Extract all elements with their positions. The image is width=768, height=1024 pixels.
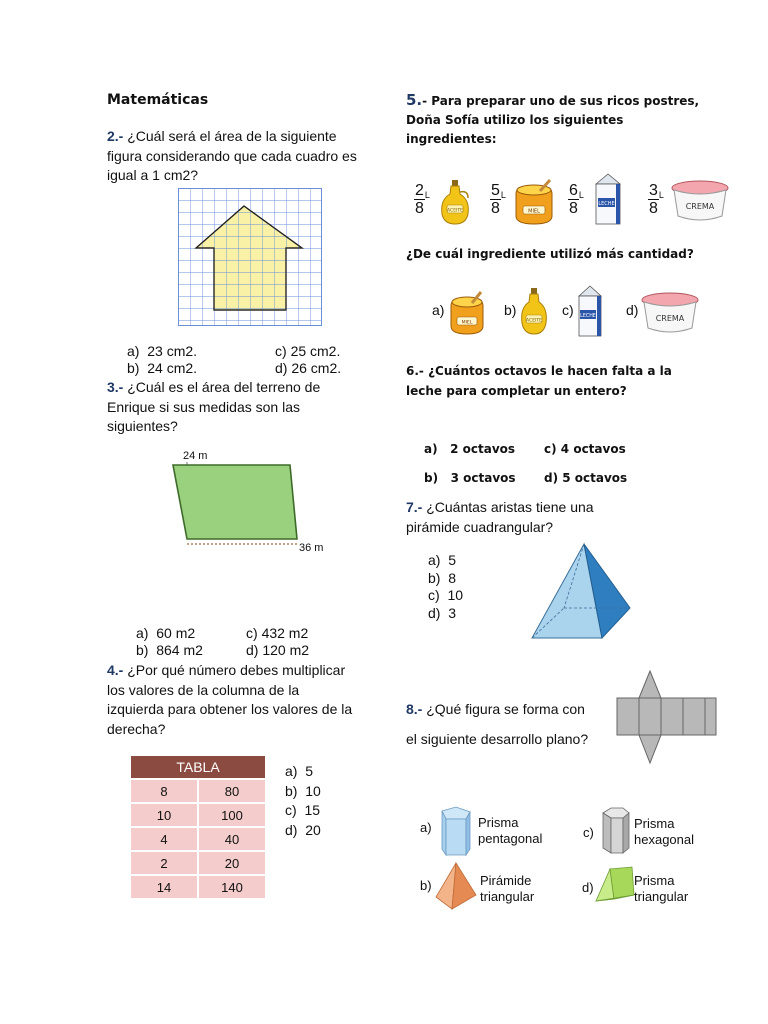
table-row bbox=[131, 876, 265, 898]
question-6-text-line: leche para completar un entero? bbox=[406, 384, 627, 398]
option-text: 10 bbox=[305, 782, 321, 799]
option-letter: c) bbox=[246, 625, 258, 641]
triangular-prism-icon[interactable] bbox=[592, 863, 636, 909]
option[interactable] bbox=[428, 587, 463, 605]
option-letter: b) bbox=[428, 569, 441, 586]
cream-tub-icon bbox=[670, 178, 730, 224]
option[interactable] bbox=[428, 570, 463, 588]
option[interactable] bbox=[246, 625, 308, 642]
fraction-unit: L bbox=[578, 190, 584, 200]
option-letter: c) bbox=[544, 442, 557, 456]
option-text: 432 m2 bbox=[261, 625, 309, 641]
option-label-line: Prisma bbox=[634, 873, 675, 888]
option-text: 60 m2 bbox=[156, 625, 196, 641]
milk-carton-icon[interactable] bbox=[575, 284, 605, 338]
table-row bbox=[131, 780, 265, 802]
option-letter: d) bbox=[428, 604, 441, 621]
option-letter: d) bbox=[246, 642, 259, 658]
option-label bbox=[480, 873, 534, 905]
option-label-line: triangular bbox=[634, 889, 689, 904]
pentagonal-prism-icon[interactable] bbox=[434, 805, 474, 859]
triangular-prism-net-figure bbox=[614, 667, 720, 769]
fraction-denominator: 8 bbox=[569, 200, 578, 217]
question-3-number: 3.- bbox=[107, 379, 124, 395]
question-7 bbox=[406, 498, 621, 537]
option-letter[interactable]: c) bbox=[562, 302, 574, 318]
question-8 bbox=[406, 700, 588, 749]
question-4-text: ¿Por qué número debes multiplicar los valores de la columna de la izquierda para obtener los valores de la derecha? bbox=[107, 662, 353, 737]
option-label-line: pentagonal bbox=[478, 831, 543, 846]
fraction-honey bbox=[490, 182, 506, 217]
honey-label: MIEL bbox=[461, 320, 473, 326]
table-cell: 4 bbox=[131, 828, 197, 850]
question-7-options bbox=[428, 552, 463, 622]
option-letter[interactable]: a) bbox=[432, 302, 445, 318]
option[interactable] bbox=[424, 440, 515, 459]
top-measure-label: 24 m bbox=[183, 450, 208, 462]
question-8-text-line: ¿Qué figura se forma con bbox=[426, 701, 585, 717]
table-row bbox=[131, 852, 265, 874]
question-2-number: 2.- bbox=[107, 128, 124, 144]
option-text: 26 cm2. bbox=[291, 360, 342, 376]
option-label bbox=[634, 816, 694, 848]
question-8-text-line: el siguiente desarrollo plano? bbox=[406, 730, 589, 747]
option-letter: b) bbox=[285, 782, 298, 799]
table-cell: 8 bbox=[131, 780, 197, 802]
option[interactable] bbox=[246, 642, 309, 659]
option[interactable] bbox=[544, 469, 627, 488]
fraction-milk bbox=[568, 182, 584, 217]
milk-label: LECHE bbox=[598, 201, 615, 207]
option-text: 3 octavos bbox=[450, 471, 516, 485]
option-text: 2 octavos bbox=[450, 442, 516, 456]
option[interactable] bbox=[285, 762, 321, 782]
question-4-number: 4.- bbox=[107, 662, 124, 678]
option-text: 5 bbox=[305, 763, 314, 779]
table-header: TABLA bbox=[131, 756, 265, 778]
option-text: 20 bbox=[305, 821, 321, 838]
bottom-measure-label: 36 m bbox=[299, 542, 324, 554]
option[interactable] bbox=[136, 625, 195, 642]
fraction-denominator: 8 bbox=[491, 200, 500, 217]
option-letter: c) bbox=[275, 343, 287, 359]
option-letter: a) bbox=[424, 442, 438, 456]
option-letter: c) bbox=[428, 587, 440, 603]
fraction-oil bbox=[414, 182, 430, 217]
option-text: 8 bbox=[448, 569, 457, 586]
option[interactable] bbox=[544, 440, 626, 459]
table-cell: 40 bbox=[199, 828, 265, 850]
option-letter: c) bbox=[285, 802, 297, 818]
table-row bbox=[131, 828, 265, 850]
option-text: 864 m2 bbox=[156, 642, 203, 658]
question-5 bbox=[406, 91, 706, 149]
fraction-numerator: 3 bbox=[649, 182, 658, 199]
table-cell: 80 bbox=[199, 780, 265, 802]
question-5-subquestion: ¿De cuál ingrediente utilizó más cantidad? bbox=[406, 247, 694, 261]
page-title: Matemáticas bbox=[107, 92, 209, 108]
question-5-text-line: ingredientes: bbox=[406, 132, 497, 146]
option-letter: b) bbox=[136, 642, 149, 658]
honey-pot-icon[interactable] bbox=[447, 290, 487, 336]
option-text: 3 bbox=[448, 604, 457, 621]
question-5-text-line: - Para preparar uno de sus ricos postres, bbox=[422, 94, 700, 108]
option[interactable] bbox=[428, 605, 463, 623]
oil-bottle-icon bbox=[438, 178, 472, 226]
fraction-denominator: 8 bbox=[415, 200, 424, 217]
option[interactable] bbox=[428, 552, 463, 570]
oil-label: ACEITE bbox=[447, 208, 463, 214]
option[interactable] bbox=[136, 642, 203, 659]
option-label-line: hexagonal bbox=[634, 832, 694, 847]
option-text: 25 cm2. bbox=[290, 343, 341, 359]
question-3 bbox=[107, 378, 357, 437]
fraction-denominator: 8 bbox=[649, 200, 658, 217]
cream-tub-icon[interactable] bbox=[640, 290, 700, 336]
option[interactable] bbox=[275, 343, 340, 360]
table-cell: 14 bbox=[131, 876, 197, 898]
question-5-options bbox=[432, 284, 732, 342]
question-6-text-line: 6.- ¿Cuántos octavos le hacen falta a la bbox=[406, 364, 672, 378]
question-7-number: 7.- bbox=[406, 499, 423, 515]
option[interactable] bbox=[127, 343, 197, 360]
house-grid-figure bbox=[178, 188, 322, 326]
table-cell: 10 bbox=[131, 804, 197, 826]
option-letter: a) bbox=[136, 625, 149, 641]
option-text: 10 bbox=[447, 587, 464, 603]
option[interactable] bbox=[424, 469, 516, 488]
option-letter: a) bbox=[428, 552, 441, 568]
question-5-number: 5. bbox=[406, 91, 423, 109]
option-letter[interactable]: a) bbox=[420, 820, 432, 835]
fraction-numerator: 2 bbox=[415, 182, 424, 199]
parallelogram-figure bbox=[165, 446, 335, 558]
option-text: 23 cm2. bbox=[147, 343, 198, 359]
option-text: 120 m2 bbox=[262, 642, 310, 658]
fraction-unit: L bbox=[500, 190, 506, 200]
question-8-options bbox=[420, 805, 720, 915]
option-label-line: Prisma bbox=[634, 816, 675, 831]
question-3-text: ¿Cuál es el área del terreno de Enrique si sus medidas son las siguientes? bbox=[107, 379, 321, 434]
table-row bbox=[131, 804, 265, 826]
option-letter[interactable]: d) bbox=[626, 302, 639, 318]
question-4 bbox=[107, 661, 357, 739]
question-8-number: 8.- bbox=[406, 701, 423, 717]
option-text: 15 bbox=[304, 802, 321, 818]
option-text: 24 cm2. bbox=[147, 360, 198, 376]
option-letter: d) bbox=[275, 360, 288, 376]
option-label-line: Pirámide bbox=[480, 873, 532, 888]
triangular-pyramid-icon[interactable] bbox=[434, 861, 478, 913]
question-6 bbox=[406, 361, 672, 401]
option-text: 4 octavos bbox=[560, 442, 626, 456]
question-2-text: ¿Cuál será el área de la siguiente figura considerando que cada cuadro es igual a 1 cm2? bbox=[107, 128, 357, 183]
option-letter[interactable]: b) bbox=[504, 302, 517, 318]
question-4-options bbox=[285, 762, 321, 840]
fraction-numerator: 5 bbox=[491, 182, 500, 199]
oil-bottle-icon[interactable] bbox=[518, 286, 550, 336]
cream-label: CREMA bbox=[655, 314, 685, 323]
option[interactable] bbox=[285, 821, 321, 841]
option[interactable] bbox=[285, 782, 321, 802]
option-letter[interactable]: d) bbox=[582, 880, 594, 895]
ingredients-row bbox=[414, 178, 734, 228]
question-7-text: ¿Cuántas aristas tiene una pirámide cuadrangular? bbox=[406, 499, 594, 535]
option-text: 5 octavos bbox=[562, 471, 628, 485]
question-5-text-line: Doña Sofía utilizo los siguientes bbox=[406, 113, 624, 127]
cream-label: CREMA bbox=[685, 202, 715, 211]
option-letter: b) bbox=[127, 360, 140, 376]
option-letter: d) bbox=[285, 821, 298, 838]
honey-label: MIEL bbox=[528, 208, 540, 215]
fraction-cream bbox=[648, 182, 664, 217]
question-2 bbox=[107, 127, 367, 186]
option-letter[interactable]: c) bbox=[583, 825, 594, 840]
option-label-line: Prisma bbox=[478, 815, 519, 830]
table-cell: 2 bbox=[131, 852, 197, 874]
value-table bbox=[129, 754, 267, 900]
option-label-line: triangular bbox=[480, 889, 535, 904]
option-label bbox=[478, 815, 542, 847]
option[interactable] bbox=[275, 360, 341, 377]
option[interactable] bbox=[285, 801, 321, 821]
square-pyramid-figure bbox=[528, 540, 634, 644]
table-cell: 20 bbox=[199, 852, 265, 874]
honey-pot-icon bbox=[512, 178, 556, 226]
option-letter: a) bbox=[285, 763, 298, 779]
table-cell: 140 bbox=[199, 876, 265, 898]
table-cell: 100 bbox=[199, 804, 265, 826]
question-6-options bbox=[424, 440, 684, 490]
option-text: 5 bbox=[448, 552, 457, 568]
option-letter: d) bbox=[544, 471, 559, 485]
hexagonal-prism-icon[interactable] bbox=[597, 805, 633, 857]
option-letter[interactable]: b) bbox=[420, 878, 432, 893]
milk-label: LECHE bbox=[580, 314, 596, 319]
option-letter: b) bbox=[424, 471, 439, 485]
fraction-unit: L bbox=[424, 190, 430, 200]
option-letter: a) bbox=[127, 343, 140, 359]
milk-carton-icon bbox=[590, 172, 626, 226]
fraction-numerator: 6 bbox=[569, 182, 578, 199]
option[interactable] bbox=[127, 360, 197, 377]
oil-label: ACEITE bbox=[526, 318, 542, 324]
option-label bbox=[634, 873, 688, 905]
fraction-unit: L bbox=[658, 190, 664, 200]
